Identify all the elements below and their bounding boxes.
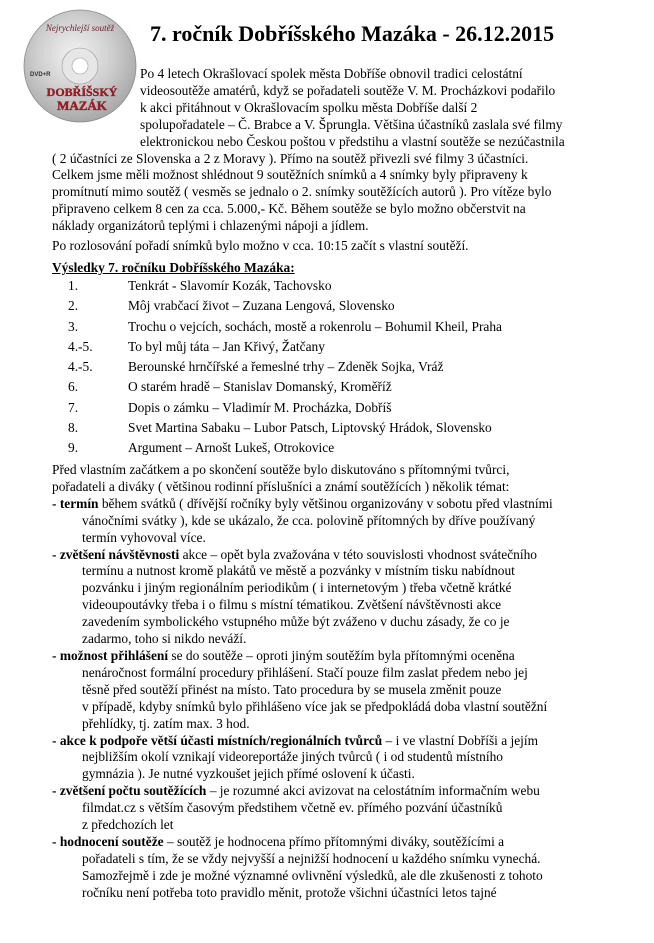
intro-line: elektronickou nebo Českou poštou v předstihu a vlastní soutěže se nezúčastnila bbox=[140, 133, 565, 149]
intro-line: videosoutěže amatérů, když se pořadateli soutěže V. M. Procházkovi podařilo bbox=[140, 82, 556, 98]
topic-text: akce – opět byla zvažována v této souvislosti vhodnost svátečního bbox=[179, 546, 537, 562]
result-rank: 2. bbox=[68, 298, 79, 314]
result-rank: 6. bbox=[68, 379, 79, 395]
logo-side-text: DVD+R bbox=[30, 72, 51, 78]
intro-paragraph bbox=[52, 66, 612, 235]
intro-section bbox=[52, 66, 612, 255]
topic-participants bbox=[52, 783, 612, 834]
topic-continuation-line: pozvánku i jiným regionálním periodikům ( i internetovým ) třeba včetně krátké bbox=[82, 580, 512, 596]
topic-continuation-line: přehlídky, tj. zatím max. 3 hod. bbox=[82, 715, 250, 731]
result-row bbox=[52, 359, 612, 379]
result-row bbox=[52, 440, 612, 460]
result-rank: 3. bbox=[68, 318, 79, 334]
topic-attendance bbox=[52, 547, 612, 648]
result-row bbox=[52, 319, 612, 339]
result-entry: Argument – Arnošt Lukeš, Otrokovice bbox=[128, 440, 335, 456]
discussion-intro bbox=[52, 462, 612, 496]
topic-text: – soutěž je hodnocena přímo přítomnými diváky, soutěžícími a bbox=[163, 833, 505, 849]
topic-continuation-line: filmdat.cz s větším časovým předstihem včetně ev. přímého pozvání účastníků bbox=[82, 800, 503, 816]
intro-line: k akci přitáhnout v Okrašlovacím spolku města Dobříše další 2 bbox=[140, 99, 478, 115]
topic-continuation-line: nejbližším okolí vznikají videoreportáže jiných tvůrců ( i od studentů místního bbox=[82, 749, 503, 765]
topic-continuation-line: v případě, kdyby snímků bylo přihlášeno více jak se předpokládá doba vlastní soutěžní bbox=[82, 698, 548, 714]
topic-continuation-line: gymnázia ). Je nutné vyzkoušet jejich přímé oslovení k účasti. bbox=[82, 766, 415, 782]
topic-registration bbox=[52, 648, 612, 733]
topic-text: – i ve vlastní Dobříši a jejím bbox=[382, 732, 539, 748]
results-heading: Výsledky 7. ročníku Dobříšského Mazáka: bbox=[52, 260, 295, 275]
discussion-section bbox=[52, 462, 612, 902]
result-rank: 9. bbox=[68, 440, 79, 456]
topic-bold-label: akce k podpoře větší účasti místních/regionálních tvůrců bbox=[59, 732, 383, 748]
result-entry: Berounské hrnčířské a řemeslné trhy – Zdeněk Sojka, Vráž bbox=[128, 359, 444, 375]
logo-name-line2: MAZÁK bbox=[57, 98, 107, 113]
discussion-intro-line: pořadateli a diváky ( většinou rodinní příslušníci a známí soutěžících ) několik témat: bbox=[52, 478, 510, 494]
topic-continuation-line: termínu a nutnost kromě plakátů ve městě a pozvánky v místním tisku nabídnout bbox=[82, 563, 515, 579]
result-row bbox=[52, 339, 612, 359]
topic-continuation-line: těsně před soutěží přinést na místo. Tato procedura by se musela změnit pouze bbox=[82, 681, 502, 697]
topic-continuation-line: nenáročnost formální procedury přihlášení. Stačí pouze film zaslat předem nebo jej bbox=[82, 664, 528, 680]
topic-continuation-line: vánočními svátky ), kde se ukázalo, že cca. polovině přítomných by dříve používaný bbox=[82, 512, 536, 528]
logo-top-text: Nejrychlejší soutěž bbox=[45, 23, 115, 33]
topic-bold-label: zvětšení návštěvnosti bbox=[59, 546, 180, 562]
result-rank: 4.-5. bbox=[68, 359, 93, 375]
intro-line: promítnutí mimo soutěž ( vesměs se jednalo o 2. snímky soutěžících autorů ). Pro vítěze bylo bbox=[52, 184, 552, 200]
topic-bold-label: možnost přihlášení bbox=[59, 647, 169, 663]
intro-line: Po 4 letech Okrašlovací spolek města Dobříše obnovil tradici celostátní bbox=[140, 66, 523, 81]
result-rank: 4.-5. bbox=[68, 338, 93, 354]
topic-text: během svátků ( dřívější ročníky byly většinou organizovány v sobotu před vlastními bbox=[98, 495, 553, 511]
topic-prefix: - bbox=[52, 783, 60, 799]
result-entry: Trochu o vejcích, sochách, mostě a rokenrolu – Bohumil Kheil, Praha bbox=[128, 318, 502, 334]
results-list bbox=[52, 278, 612, 461]
intro-second-paragraph: Po rozlosování pořadí snímků bylo možno v cca. 10:15 začít s vlastní soutěží. bbox=[52, 238, 469, 254]
intro-line: spolupořadatele – Č. Brabce a V. Šprungla. Většina účastníků zaslala své filmy bbox=[140, 116, 563, 132]
result-row bbox=[52, 400, 612, 420]
topic-text: se do soutěže – oproti jiným soutěžím byla přítomnými oceněna bbox=[168, 647, 515, 663]
topic-prefix: - bbox=[52, 732, 60, 748]
topic-evaluation bbox=[52, 834, 612, 902]
topic-local-creators bbox=[52, 733, 612, 784]
topic-bold-label: termín bbox=[59, 495, 99, 511]
topic-continuation-line: termín vyhovoval více. bbox=[82, 529, 206, 545]
logo-name-line1: DOBŘÍŠSKÝ bbox=[46, 85, 118, 99]
topic-continuation-line: Samozřejmě i zde je možné významné ovlivnění výsledků, ale dle zkušenosti z tohoto bbox=[82, 867, 543, 883]
result-rank: 8. bbox=[68, 420, 79, 436]
result-row bbox=[52, 298, 612, 318]
topic-bold-label: zvětšení počtu soutěžících bbox=[59, 783, 207, 799]
intro-line: náklady organizátorů teplými i chlazenými nápoji a jídlem. bbox=[52, 218, 369, 234]
topic-text: – je rozumné akci avizovat na celostátním informačním webu bbox=[206, 783, 540, 799]
topic-prefix: - bbox=[52, 647, 60, 663]
result-row bbox=[52, 420, 612, 440]
topic-bold-label: hodnocení soutěže bbox=[59, 833, 164, 849]
result-entry: Dopis o zámku – Vladimír M. Procházka, Dobříš bbox=[128, 399, 392, 415]
result-entry: O starém hradě – Stanislav Domanský, Kroměříž bbox=[128, 379, 392, 395]
topic-continuation-line: ročníku není potřeba toto pravidlo měnit, protože všichni účastníci letos tajné bbox=[82, 884, 497, 900]
result-row bbox=[52, 278, 612, 298]
intro-line: ( 2 účastníci ze Slovenska a 2 z Moravy ). Přímo na soutěž přivezli své filmy 3 účastníci. bbox=[52, 150, 529, 166]
topic-continuation-line: zavedením symbolického vstupného může být zváženo v duchu zásady, že co je bbox=[82, 614, 510, 630]
topic-prefix: - bbox=[52, 833, 60, 849]
topic-continuation-line: videoupoutávky třeba i o filmu s místní tématikou. Zvětšení návštěvnosti akce bbox=[82, 597, 502, 613]
discussion-intro-line: Před vlastním začátkem a po skončení soutěže bylo diskutováno s přítomnými tvůrci, bbox=[52, 462, 510, 477]
result-row bbox=[52, 379, 612, 399]
result-entry: To byl můj táta – Jan Křivý, Žatčany bbox=[128, 338, 325, 354]
intro-line: připraveno celkem 8 cen za cca. 5.000,- Kč. Během soutěže se bylo možno občerstvit na bbox=[52, 201, 526, 217]
intro-line: Celkem jsme měli možnost shlédnout 9 soutěžních snímků a 4 snímky byly připraveny k bbox=[52, 167, 528, 183]
page-title: 7. ročník Dobříšského Mazáka - 26.12.2015 bbox=[150, 21, 555, 46]
result-entry: Môj vrabčací život – Zuzana Lengová, Slovensko bbox=[128, 298, 395, 314]
result-entry: Tenkrát - Slavomír Kozák, Tachovsko bbox=[128, 278, 332, 293]
topic-prefix: - bbox=[52, 546, 60, 562]
topic-prefix: - bbox=[52, 495, 60, 511]
topic-continuation-line: zadarmo, toho si nikdo neváží. bbox=[82, 631, 247, 647]
result-entry: Svet Martina Sabaku – Lubor Patsch, Liptovský Hrádok, Slovensko bbox=[128, 420, 492, 436]
result-rank: 7. bbox=[68, 399, 79, 415]
topic-term bbox=[52, 496, 612, 547]
topic-continuation-line: pořadateli s tím, že se vždy nejvyšší a nejnižší hodnocení u každého snímku vynechá. bbox=[82, 850, 541, 866]
result-rank: 1. bbox=[68, 278, 79, 293]
topic-continuation-line: z předchozích let bbox=[82, 817, 174, 833]
